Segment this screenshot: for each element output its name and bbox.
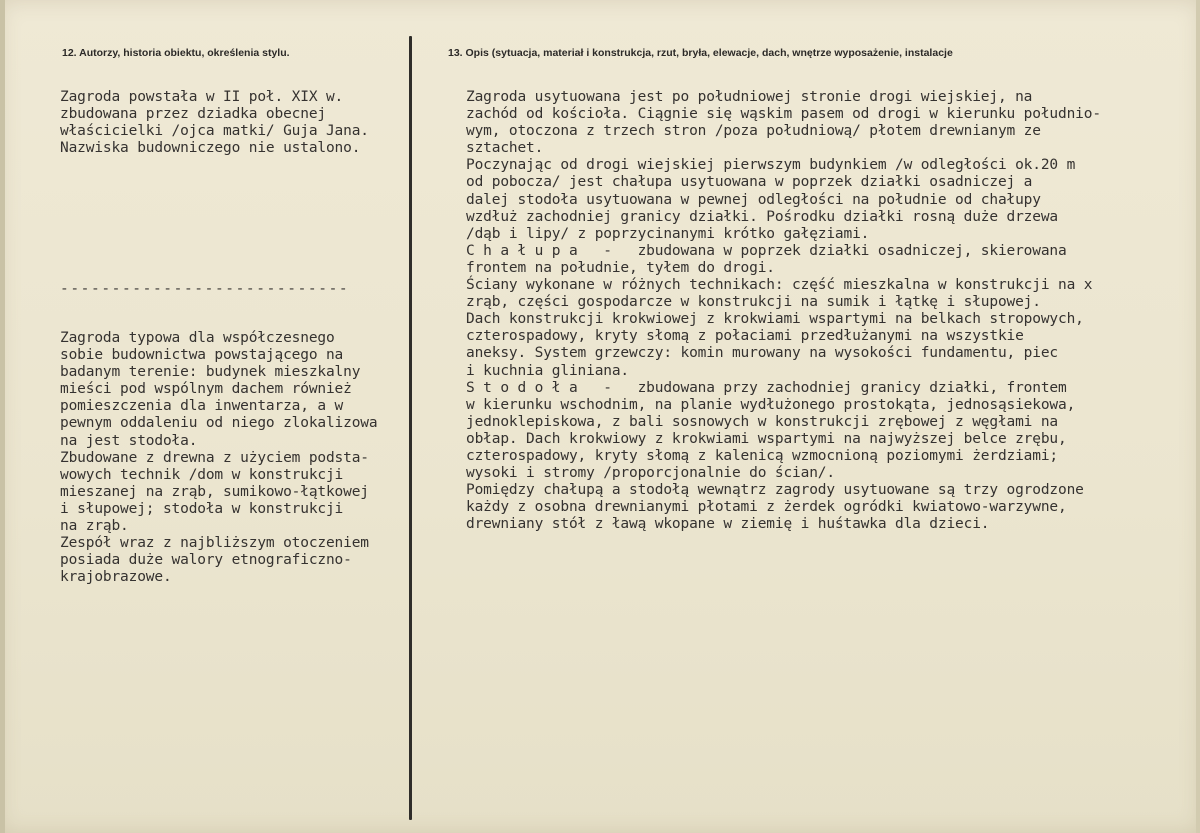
history-paragraph: Zagroda powstała w II poł. XIX w. zbudowana przez dziadka obecnej właścicielki /ojca matki/ Guja Jana. Nazwiska budowniczego nie ustalono. [60, 89, 369, 157]
description-paragraph: Zagroda usytuowana jest po południowej stronie drogi wiejskiej, na zachód od kościoła. Ciągnie się wąskim pasem od drogi w kierunku południo- wym, otoczona z trzech stron /poza południową/ płotem drewnianym ze sztachet. Poczynając od drogi wiejskiej pierwszym budynkiem /w odległości ok.20 m od pobocza/ jest chałupa usytuowana w poprzek działki osadniczej a dalej stodoła usytuowana w pewnej odległości na południe od chałupy wzdłuż zachodniej granicy działki. Pośrodku działki rosną duże drzewa /dąb i lipy/ z poprzycinanymi krótko gałęziami. C h a ł u p a - zbudowana w poprzek działki osadniczej, skierowana frontem na południe, tyłem do drogi. Ściany wykonane w różnych technikach: część mieszkalna w konstrukcji na x zrąb, części gospodarcze w konstrukcji na sumik i łątkę i słupowej. Dach konstrukcji krokwiowej z krokwiami wspartymi na belkach stropowych, czterospadowy, kryty słomą z połaciami przedłużanymi na wszystkie aneksy. System grzewczy: komin murowany na wysokości fundamentu, piec i kuchnia gliniana. S t o d o ł a - zbudowana przy zachodniej granicy działki, frontem w kierunku wschodnim, na planie wydłużonego prostokąta, jednosąsiekowa, jednoklepiskowa, z bali sosnowych w konstrukcji zrębowej z węgłami na obłap. Dach krokwiowy z krokwiami wspartymi na najwyższej belce zrębu, czterospadowy, kryty słomą z kalenicą wzmocnioną poziomymi żerdziami; wysoki i stromy /proporcjonalnie do ścian/. Pomiędzy chałupą a stodołą wewnątrz zagrody usytuowane są trzy ogrodzone każdy z osobna drewnianymi płotami z żerdek ogródki kwiatowo-warzywne, drewniany stół z ławą wkopane w ziemię i huśtawka dla dzieci. [466, 89, 1101, 533]
column-divider [409, 36, 412, 820]
style-paragraph: Zagroda typowa dla współczesnego sobie budownictwa powstającego na badanym terenie: budynek mieszkalny mieści pod wspólnym dachem również pomieszczenia dla inwentarza, a w pewnym oddaleniu od niego zlokalizowa na jest stodoła. Zbudowane z drewna z użyciem podsta- wowych technik /dom w konstrukcji mieszanej na zrąb, sumikowo-łątkowej i słupowej; stodoła w konstrukcji na zrąb. Zespół wraz z najbliższym otoczeniem posiada duże walory etnograficzno- krajobrazowe. [60, 330, 378, 586]
dashed-separator: ---------------------------- [60, 281, 350, 297]
section-13-heading: 13. Opis (sytuacja, materiał i konstrukcja, rzut, bryła, elewacje, dach, wnętrze wyposażenie, instalacje [448, 47, 953, 59]
section-12-heading: 12. Autorzy, historia obiektu, określenia stylu. [62, 47, 290, 59]
page-edge-right [1196, 0, 1200, 833]
page-edge-left [0, 0, 5, 833]
